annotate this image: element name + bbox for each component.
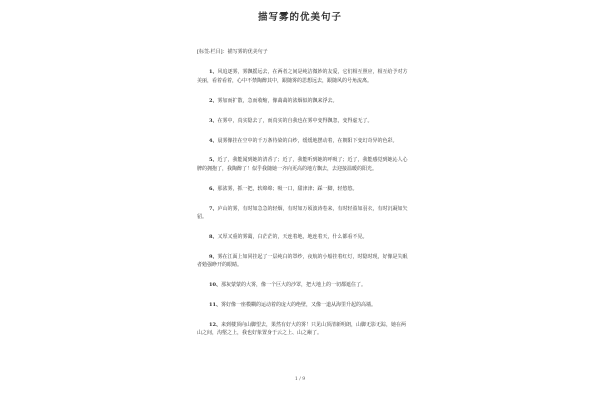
paragraph <box>197 68 410 85</box>
paragraph <box>197 321 410 338</box>
paragraph-text: 晨雾像挂在空中的千万条待染的白纱，缓缓地摆动着，在朝阳下变幻奇异的色彩。 <box>217 137 398 144</box>
paragraph-number: 8、 <box>209 233 218 240</box>
paragraph-number: 11、 <box>209 302 221 309</box>
paragraph-number: 5、 <box>209 157 218 164</box>
paragraph-text: 庐山的雾，有时如急急的轻烟，有时如万顷波涛卷来，有时轻盈如羽衣，有时沉凝如矢貂。 <box>197 205 408 221</box>
paragraph <box>197 156 410 173</box>
paragraph <box>197 185 410 193</box>
paragraph <box>197 253 410 270</box>
document-title: 描写雾的优美句子 <box>257 12 342 23</box>
document-body <box>197 48 410 349</box>
paragraph-number: 7、 <box>209 205 218 212</box>
paragraph-text: 雾好像一座模糊的运动着的庞大的绝壁，又像一道从海里升起的高墙。 <box>220 302 376 309</box>
paragraph <box>197 301 410 309</box>
paragraph-number: 1、 <box>209 69 218 76</box>
paragraph-number: 3、 <box>209 117 218 124</box>
paragraph <box>197 117 410 125</box>
paragraph-text: 那灰蒙蒙的大雾，像一个巨大的沙罩，把大地上的一切都遮住了。 <box>220 282 366 289</box>
paragraph-text: 风追逐雾，雾飘摇远去，在两者之间是纯洁微妙的友爱，它们相互照应，相互给予对方美丽，看着看着，心中不禁陶醉其中，跟随雾的思想远去，跟随风的号角流离。 <box>197 69 408 84</box>
paragraph-text: 那浓雾，抓一把，软绵绵；吸一口，甜津津；踩一脚，轻悠悠。 <box>217 185 358 192</box>
paragraph-number: 12、 <box>209 322 221 328</box>
paragraph-text: 近了，我能闻到她的清香了；近了，我能听到她的呼吸了；近了，我能感觉到她沁人心脾的拥抱了，我陶醉了！似乎我随她一齐向更高的地方飘去，去迎接温暖的阳光。 <box>197 157 408 172</box>
paragraph-text: 来到楼顶向山脚望去，果然有好大的雾！只见山顶清新明朗，山脚无影无踪，她在两山之间，沟壑之上，我也好象置身于云之上、山之巅了。 <box>197 322 406 337</box>
paragraph-text: 又厚又重的雾霭，白茫茫的，天连着地，地连着天，什么都看不见。 <box>217 233 368 240</box>
paragraph-number: 10、 <box>209 282 221 289</box>
paragraph-number: 6、 <box>209 185 218 192</box>
page-number: 1 / 9 <box>294 377 306 382</box>
paragraph-number: 4、 <box>209 137 218 144</box>
paragraph <box>197 137 410 145</box>
tags-line: [标签:栏目]：描写雾的优美句子 <box>197 49 268 55</box>
paragraph <box>197 97 410 105</box>
paragraph-text: 雾在江面上如同挂起了一层纯白的罩纱，夜航的小船挂着红灯，时隐时现，好像是失眠者勉强睁开的眼睛。 <box>197 253 408 269</box>
paragraph <box>197 281 410 289</box>
paragraph-number: 2、 <box>209 97 218 104</box>
paragraph <box>197 233 410 241</box>
paragraph-number: 9、 <box>209 253 218 260</box>
paragraph <box>197 205 410 222</box>
paragraph-text: 在雾中，真实隐去了，而真实的自我也在雾中变得飘忽，变得虚无了。 <box>217 117 373 124</box>
paragraph-text: 雾加而扩散，急而收缩，像蔼蔼的浓烟似的飘来浮去。 <box>217 97 338 104</box>
